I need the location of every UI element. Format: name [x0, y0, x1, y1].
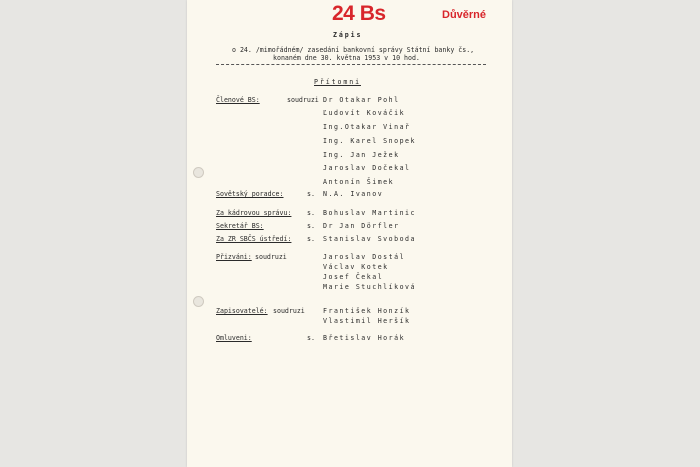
row-name: Václav Kotek: [323, 263, 389, 271]
document-heading: Zápis: [333, 31, 363, 39]
row-name: Ing. Jan Ježek: [323, 151, 400, 159]
subtitle-line-1: o 24. /mimořádném/ zasedání bankovní správy Státní banky čs.,: [232, 46, 475, 54]
punch-hole-top: [193, 167, 204, 178]
row-role: s.: [307, 190, 315, 198]
subtitle-line-2: konaném dne 30. května 1953 v 10 hod.: [273, 54, 420, 62]
row-role: soudruzi: [255, 253, 287, 261]
row-name: Antonín Šimek: [323, 178, 395, 186]
row-role: soudruzi: [273, 307, 305, 315]
row-name: Josef Čekal: [323, 273, 384, 281]
row-name: Stanislav Svoboda: [323, 235, 416, 243]
row-name: František Honzík: [323, 307, 411, 315]
row-role: s.: [307, 334, 315, 342]
row-name: Dr Jan Dörfler: [323, 222, 400, 230]
row-name: Ľudovít Kováčik: [323, 109, 406, 117]
row-name: Jaroslav Dostál: [323, 253, 406, 261]
row-role: soudruzi: [287, 96, 319, 104]
row-name: Břetislav Horák: [323, 334, 406, 342]
row-name: Ing. Karel Snopek: [323, 137, 416, 145]
row-name: Dr Otakar Pohl: [323, 96, 400, 104]
row-label: Sovětský poradce:: [216, 190, 284, 198]
row-name: N.A. Ivanov: [323, 190, 384, 198]
row-label: Sekretář BS:: [216, 222, 264, 230]
file-stamp: 24 Bs: [332, 2, 386, 25]
divider-line: [216, 64, 486, 65]
punch-hole-bottom: [193, 296, 204, 307]
row-label: Za ZR SBČS ústředí:: [216, 235, 292, 243]
row-label: Členové BS:: [216, 96, 260, 104]
row-label: Za kádrovou správu:: [216, 209, 292, 217]
present-heading: Přítomni: [314, 78, 361, 86]
document-page: [187, 0, 512, 467]
row-name: Bohuslav Martinic: [323, 209, 416, 217]
row-label: Zapisovatelé:: [216, 307, 268, 315]
row-name: Marie Stuchlíková: [323, 283, 416, 291]
row-role: s.: [307, 235, 315, 243]
row-label: Omluveni:: [216, 334, 252, 342]
row-name: Ing.Otakar Vinař: [323, 123, 411, 131]
row-name: Jaroslav Dočekal: [323, 164, 411, 172]
row-label: Přizváni:: [216, 253, 252, 261]
confidential-mark: Důvěrné: [442, 9, 487, 21]
row-role: s.: [307, 209, 315, 217]
row-role: s.: [307, 222, 315, 230]
row-name: Vlastimil Heršík: [323, 317, 411, 325]
